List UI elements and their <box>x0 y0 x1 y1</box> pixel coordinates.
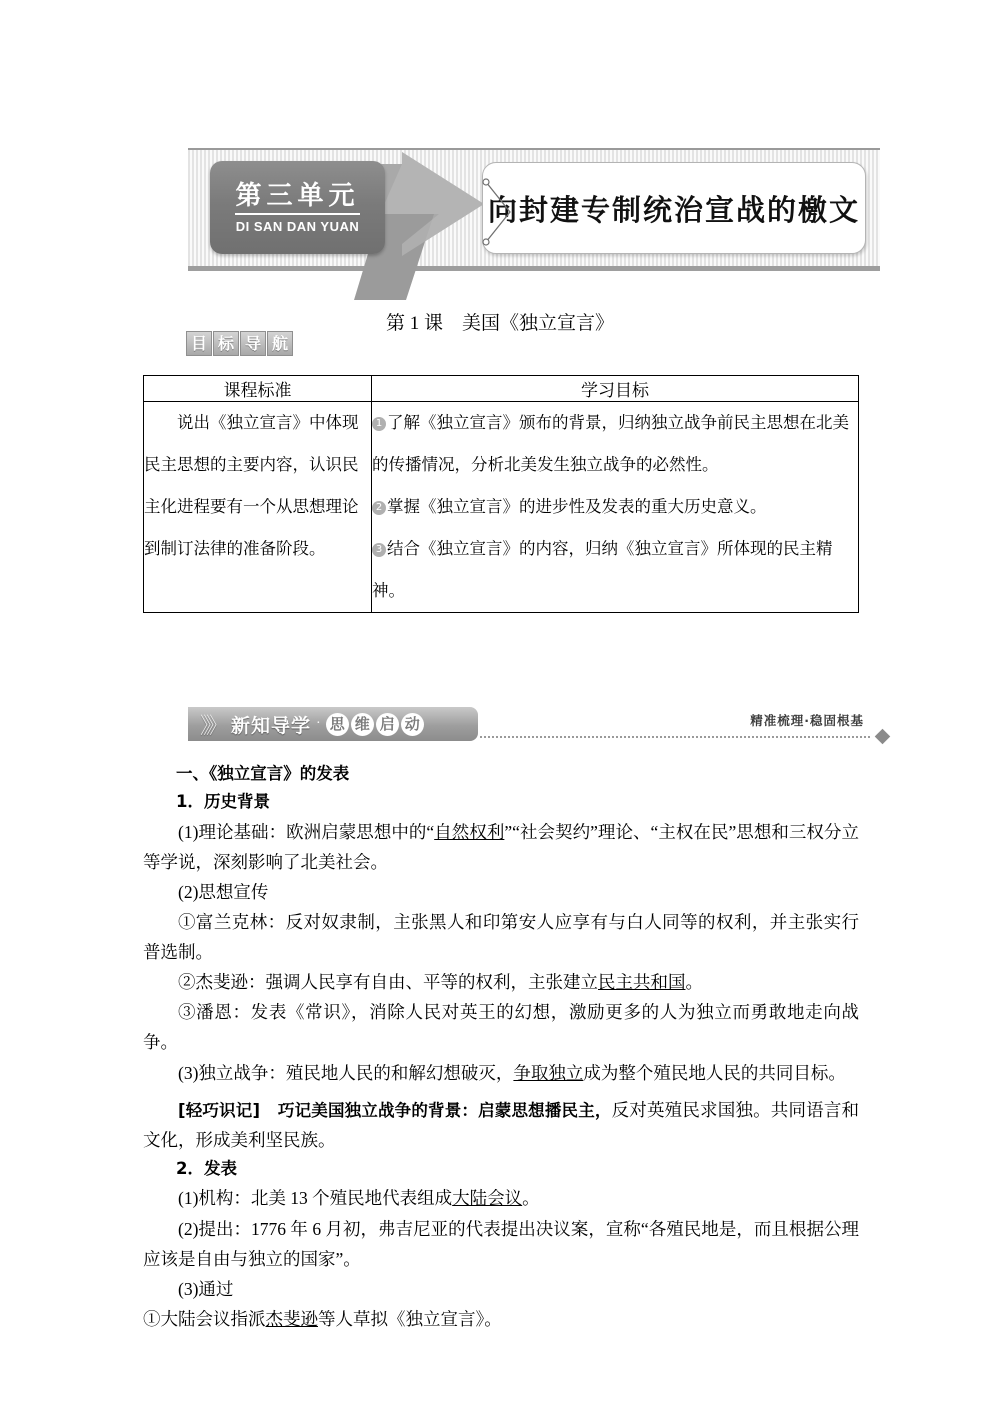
column-header-goals: 学习目标 <box>372 376 859 402</box>
theory-keyword-natural-rights: 自然权利 <box>434 821 505 842</box>
heading-level-2-background: 1．历史背景 <box>176 792 270 812</box>
war-text-b: 成为整个殖民地人民的共同目标。 <box>583 1062 846 1083</box>
objectives-table <box>143 375 859 613</box>
unit-label-pinyin: DI SAN DAN YUAN <box>235 218 360 234</box>
goal-badge-char: 航 <box>267 331 293 356</box>
section-header-tab <box>188 707 478 741</box>
org-keyword-congress: 大陆会议 <box>452 1188 523 1209</box>
section-header <box>188 707 888 749</box>
unit-number-badge <box>210 161 385 254</box>
goal-badge-char: 导 <box>240 331 266 356</box>
unit-title: 向封建专制统治宣战的檄文 <box>487 192 860 227</box>
theory-text-b: ”“社会契约”理论、“主权在民”思想和三权分立等学说，深刻影响了北美社会。 <box>143 821 860 872</box>
cell-learning-goals <box>372 402 859 613</box>
goal-text-2: 掌握《独立宣言》的进步性及发表的重大历史意义。 <box>387 497 767 517</box>
unit-label-cn: 第三单元 <box>235 183 359 215</box>
section-title-separator: · <box>316 716 321 731</box>
pass1-keyword-jefferson: 杰斐逊 <box>265 1308 318 1329</box>
para-passage-item-1 <box>143 1304 859 1334</box>
org-text-b: 。 <box>522 1188 540 1209</box>
tip-rest: 反对英殖民求国独。共同语言和文化，形成美利坚民族。 <box>143 1099 860 1150</box>
goal-navigation-badge <box>186 331 293 356</box>
lesson-body <box>143 760 859 1334</box>
goal-badge-char: 标 <box>213 331 239 356</box>
diamond-marker-icon <box>875 729 891 745</box>
para-passage-label: (3)通过 <box>178 1278 234 1299</box>
learning-goal-item <box>372 402 858 486</box>
tip-lead: 巧记美国独立战争的背景： <box>277 1100 479 1120</box>
goal-text-3: 结合《独立宣言》的内容，归纳《独立宣言》所体现的民主精神。 <box>372 539 833 601</box>
section-title-char: 维 <box>351 713 374 736</box>
learning-goal-item <box>372 486 858 528</box>
goal-number-2-icon: 2 <box>372 501 386 515</box>
unit-title-plate <box>482 162 866 254</box>
para-independence-war <box>143 1058 859 1088</box>
para-proposal: (2)提出：1776 年 6 月初，弗吉尼亚的代表提出决议案，宣称“各殖民地是，而且根据公理应该是自由与独立的国家”。 <box>143 1218 859 1269</box>
para-theory-basis <box>143 817 859 877</box>
goal-number-1-icon: 1 <box>372 417 386 431</box>
war-text-a: (3)独立战争：殖民地人民的和解幻想破灭， <box>178 1062 514 1083</box>
jefferson-text-b: 。 <box>685 972 703 993</box>
war-keyword-independence: 争取独立 <box>513 1062 584 1083</box>
heading-level-1: 一、《独立宣言》的发表 <box>176 764 350 783</box>
tip-label: [轻巧识记] <box>178 1100 261 1120</box>
para-organization <box>143 1183 859 1213</box>
table-body-row <box>144 402 859 613</box>
pass1-text-a: ①大陆会议指派 <box>143 1308 266 1329</box>
pass1-text-b: 等人草拟《独立宣言》。 <box>318 1308 502 1329</box>
column-header-standard: 课程标准 <box>144 376 372 402</box>
heading-level-2-publication: 2．发表 <box>176 1159 237 1179</box>
spacer <box>143 1088 859 1095</box>
section-title-char: 动 <box>401 713 424 736</box>
unit-banner <box>188 148 880 276</box>
jefferson-keyword-republic: 民主共和国 <box>598 972 686 993</box>
table-header-row <box>144 376 859 402</box>
para-franklin: ①富兰克林：反对奴隶制，主张黑人和印第安人应享有与白人同等的权利，并主张实行普选制。 <box>143 912 859 963</box>
tip-bold-phrase: 启蒙思想播民主， <box>478 1100 612 1120</box>
org-text-a: (1)机构：北美 13 个殖民地代表组成 <box>178 1188 453 1209</box>
learning-goal-item <box>372 528 858 612</box>
double-chevron-right-icon: 》》 <box>200 713 224 739</box>
lesson-title: 第 1 课 美国《独立宣言》 <box>385 313 614 334</box>
para-memory-tip <box>143 1095 859 1155</box>
section-title-char: 启 <box>376 713 399 736</box>
theory-text-a: (1)理论基础：欧洲启蒙思想中的“ <box>178 821 435 842</box>
para-propaganda-label: (2)思想宣传 <box>178 881 269 902</box>
goal-number-3-icon: 3 <box>372 543 386 557</box>
section-title-char: 思 <box>326 713 349 736</box>
section-title-primary: 新知导学 <box>231 714 312 737</box>
jefferson-text-a: ②杰斐逊：强调人民享有自由、平等的权利，主张建立 <box>178 972 598 993</box>
cell-course-standard: 说出《独立宣言》中体现民主思想的主要内容，认识民主化进程要有一个从思想理论到制订法律的准备阶段。 <box>144 402 372 613</box>
goal-text-1: 了解《独立宣言》颁布的背景，归纳独立战争前民主思想在北美的传播情况，分析北美发生独立战争的必然性。 <box>372 413 849 475</box>
section-title-secondary <box>326 713 424 736</box>
para-jefferson <box>143 967 859 997</box>
section-dotted-rule <box>480 736 870 738</box>
arrow-tip-outline-icon <box>480 176 516 248</box>
goal-badge-char: 目 <box>186 331 212 356</box>
para-paine: ③潘恩：发表《常识》，消除人民对英王的幻想，激励更多的人为独立而勇敢地走向战争。 <box>143 1002 859 1053</box>
section-tagline: 精准梳理·稳固根基 <box>750 713 864 728</box>
